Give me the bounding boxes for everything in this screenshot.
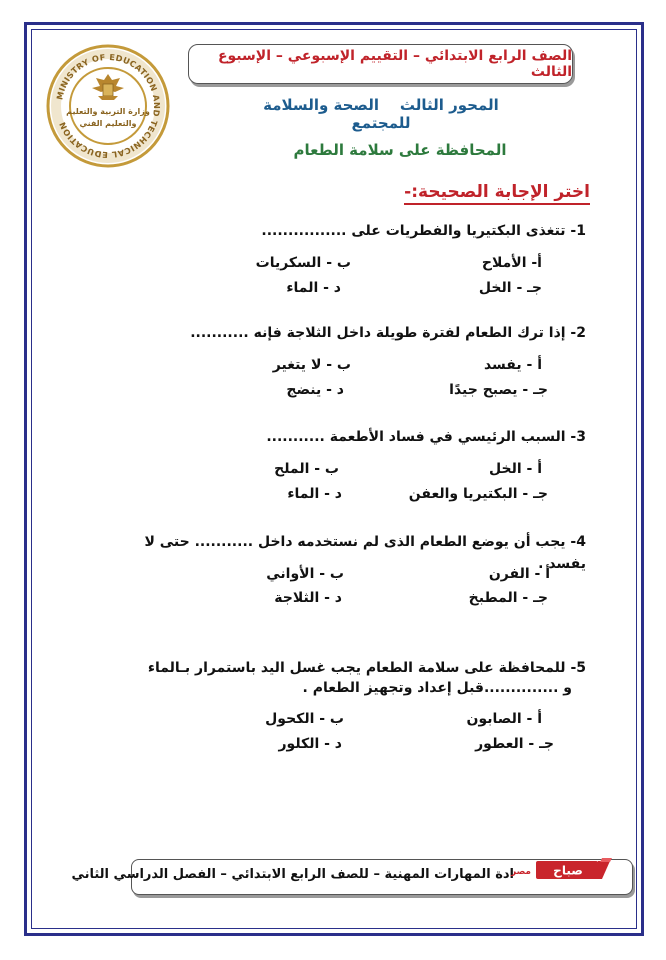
axis-heading: [250, 96, 512, 132]
q4-option-b: ب - الأواني: [266, 566, 344, 582]
sabah-masr-watermark: [506, 856, 614, 882]
logo-ring-text: MINISTRY OF EDUCATION AND TECHNICAL EDUCATION: [54, 51, 163, 161]
q1-option-a: أ- الأملاح: [481, 255, 542, 271]
q3-option-a: أ - الخل: [489, 461, 542, 477]
q3-option-b: ب - الملح: [274, 461, 339, 477]
question-2: 2- إذا ترك الطعام لفترة طويلة داخل الثلاجة فإنه ...........: [190, 325, 586, 341]
q4-option-a: أ - الفرن: [488, 566, 550, 582]
q5-option-b: ب - الكحول: [265, 711, 344, 727]
q5-option-d: د - الكلور: [278, 736, 342, 752]
q4-option-d: د - الثلاجة: [274, 590, 342, 606]
topic-heading: المحافظة على سلامة الطعام: [293, 141, 507, 159]
q2-option-b: ب - لا يتغير: [272, 357, 351, 373]
q4-option-c: جـ - المطبخ: [468, 590, 548, 606]
q1-option-b: ب - السكريات: [255, 255, 351, 271]
footer-text: ادة المهارات المهنية – للصف الرابع الابتدائي – الفصل الدراسي الثاني: [71, 867, 514, 882]
q2-option-a: أ - يفسد: [483, 357, 542, 373]
header-title: الصف الرابع الابتدائي – التقييم الإسبوعي – الإسبوع الثالث: [217, 48, 572, 80]
q2-option-c: جـ - يصبح جيدًا: [449, 382, 548, 398]
q1-option-d: د - الماء: [286, 280, 341, 296]
question-5: 5- للمحافظة على سلامة الطعام يجب غسل اليد باستمرار بـالماء: [147, 660, 586, 676]
q2-option-d: د - ينضج: [286, 382, 344, 398]
q5-option-a: أ - الصابون: [466, 711, 542, 727]
ministry-logo: [46, 44, 170, 168]
brand-sub-text: مصر: [510, 867, 532, 877]
question-1: 1- تتغذى البكتيريا والفطريات على ................: [261, 223, 586, 239]
q3-option-d: د - الماء: [287, 486, 342, 502]
header-banner: [188, 44, 573, 84]
logo-arabic-line-1: وزارة التربية والتعليم: [66, 107, 150, 116]
q3-option-c: جـ - البكتيريا والعفن: [408, 486, 548, 502]
q1-option-c: جـ - الخل: [478, 280, 542, 296]
question-5-continued: و ..............قبل إعداد وتجهيز الطعام .: [302, 680, 572, 696]
axis-value: الصحة والسلامة للمجتمع: [263, 96, 411, 132]
question-4: 4- يجب أن يوضع الطعام الذى لم نستخدمه داخل ........... حتى لا يفسد .: [144, 534, 586, 572]
q5-option-c: جـ - العطور: [475, 736, 554, 752]
question-3: 3- السبب الرئيسي في فساد الأطعمة ...........: [266, 429, 586, 445]
instruction-heading: اختر الإجابة الصحيحة:-: [404, 182, 590, 205]
axis-label: المحور الثالث: [399, 96, 499, 114]
logo-arabic-line-2: والتعليم الفني: [79, 119, 137, 128]
brand-main-text: صباح: [553, 863, 583, 878]
